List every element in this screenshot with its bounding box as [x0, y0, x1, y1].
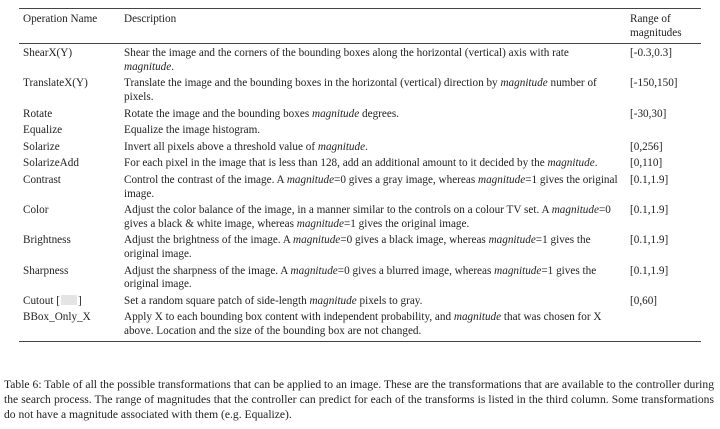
description-cell: For each pixel in the image that is less than 128, add an additional amount to it decided by the magnitude.	[124, 157, 598, 170]
operation-name-cell: TranslateX(Y)	[23, 77, 88, 90]
caption-label: Table 6:	[4, 378, 42, 391]
range-cell: [0,110]	[630, 157, 663, 170]
operation-name-cell: Rotate	[23, 107, 53, 120]
description-cell: Invert all pixels above a threshold value of magnitude.	[124, 140, 368, 153]
operation-name-cell: SolarizeAdd	[23, 157, 79, 170]
table-row	[19, 265, 701, 295]
table-row	[19, 311, 701, 342]
range-cell: [0,256]	[630, 140, 663, 153]
header-description: Description	[124, 13, 177, 25]
redacted-citation-icon	[61, 295, 77, 305]
description-cell: Set a random square patch of side-length magnitude pixels to gray.	[124, 294, 423, 307]
table-row	[19, 141, 701, 158]
table-caption	[4, 377, 714, 422]
table-header-row	[19, 9, 701, 44]
operation-name-cell: Solarize	[23, 140, 60, 153]
caption-text: Table of all the possible transformations that can be applied to an image. These are the transformations that are available to the controller during the search process. The range of magnitudes that the controller can predict for each of the transforms is listed in the third column. Some transformations do not have a magnitude associated with them (e.g. Equalize).	[4, 378, 714, 421]
table-row	[19, 124, 701, 141]
header-operation-name: Operation Name	[23, 13, 98, 25]
transformations-table-container	[19, 8, 701, 342]
description-cell: Rotate the image and the bounding boxes magnitude degrees.	[124, 107, 399, 120]
operation-name-cell: Cutout [ ]	[23, 294, 82, 307]
range-cell	[626, 311, 701, 342]
operation-name-cell: BBox_Only_X	[23, 311, 91, 324]
table-row	[19, 174, 701, 204]
description-cell: Control the contrast of the image. A magnitude=0 gives a gray image, whereas magnitude=1 gives the original image.	[124, 173, 618, 200]
range-cell: [0.1,1.9]	[630, 173, 669, 186]
description-cell: Adjust the sharpness of the image. A magnitude=0 gives a blurred image, whereas magnitude=1 gives the original image.	[124, 264, 597, 291]
table-row	[19, 204, 701, 234]
range-cell: [-150,150]	[630, 77, 678, 90]
table-row	[19, 234, 701, 264]
description-cell: Apply X to each bounding box content with independent probability, and magnitude that was chosen for X above. Location and the size of the bounding box are not changed.	[124, 311, 602, 337]
range-cell: [-30,30]	[630, 107, 667, 120]
operation-name-cell: Sharpness	[23, 264, 69, 277]
table-row	[19, 108, 701, 125]
description-cell: Equalize the image histogram.	[124, 124, 261, 137]
operation-name-cell: Equalize	[23, 124, 63, 137]
range-cell: [0.1,1.9]	[630, 234, 669, 247]
table-row	[19, 77, 701, 107]
header-range: Range of magnitudes	[630, 13, 682, 39]
transformations-table	[19, 8, 701, 342]
table-row	[19, 157, 701, 174]
table-row	[19, 295, 701, 312]
description-cell: Translate the image and the bounding boxes in the horizontal (vertical) direction by magnitude number of pixels.	[124, 77, 597, 103]
description-cell: Adjust the color balance of the image, in a manner similar to the controls on a colour TV set. A magnitude=0 gives a black & white image, whereas magnitude=1 gives the original image.	[124, 204, 611, 230]
table-row	[19, 44, 701, 78]
operation-name-cell: Contrast	[23, 173, 61, 186]
range-cell: [0,60]	[630, 294, 658, 307]
operation-name-cell: Brightness	[23, 234, 71, 247]
operation-name-cell: Color	[23, 204, 49, 217]
range-cell: [0.1,1.9]	[630, 264, 669, 277]
range-cell	[626, 124, 701, 141]
range-cell: [-0.3,0.3]	[630, 47, 672, 60]
description-cell: Adjust the brightness of the image. A magnitude=0 gives a black image, whereas magnitude=1 gives the original image.	[124, 234, 591, 260]
range-cell: [0.1,1.9]	[630, 204, 669, 217]
operation-name-cell: ShearX(Y)	[23, 47, 73, 60]
description-cell: Shear the image and the corners of the bounding boxes along the horizontal (vertical) axis with rate magnitude.	[124, 47, 569, 73]
